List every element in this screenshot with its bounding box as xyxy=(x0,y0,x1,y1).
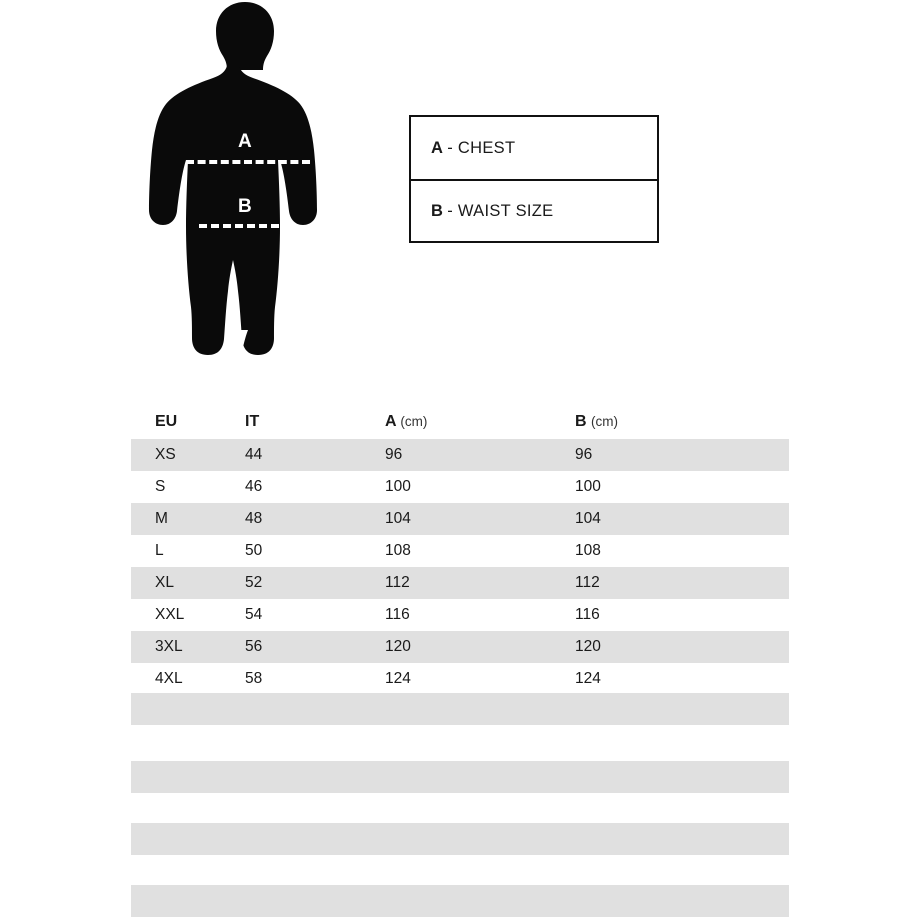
legend-key-b: B xyxy=(431,201,444,220)
cell-eu: S xyxy=(155,478,166,495)
cell-chest: 116 xyxy=(385,606,410,623)
cell-waist: 112 xyxy=(575,574,600,591)
cell-it: 58 xyxy=(245,670,263,687)
chest-measure-line xyxy=(186,160,310,164)
empty-row-band xyxy=(131,693,789,725)
table-header-row xyxy=(131,405,789,439)
figure-area xyxy=(0,0,920,385)
column-header-a-unit: (cm) xyxy=(400,414,428,429)
cell-eu: XS xyxy=(155,446,176,463)
cell-eu: XXL xyxy=(155,606,185,623)
waist-marker-label: B xyxy=(238,196,253,217)
cell-waist: 104 xyxy=(575,510,601,527)
cell-chest: 108 xyxy=(385,542,411,559)
legend-text-chest: - CHEST xyxy=(447,138,516,157)
legend-row-waist xyxy=(411,179,657,241)
empty-row-band xyxy=(131,823,789,855)
column-header-b-unit: (cm) xyxy=(591,414,619,429)
cell-eu: M xyxy=(155,510,168,527)
empty-row-band xyxy=(131,761,789,793)
table-row xyxy=(131,567,789,599)
column-header-eu: EU xyxy=(155,413,178,430)
cell-chest: 124 xyxy=(385,670,411,687)
cell-chest: 120 xyxy=(385,638,411,655)
table-row xyxy=(131,503,789,535)
table-row xyxy=(131,631,789,663)
cell-waist: 124 xyxy=(575,670,601,687)
legend-box xyxy=(409,115,659,243)
empty-row-band xyxy=(131,885,789,917)
legend-row-chest xyxy=(411,117,657,179)
table-row xyxy=(131,599,789,631)
table-row xyxy=(131,663,789,695)
cell-eu: L xyxy=(155,542,164,559)
cell-waist: 116 xyxy=(575,606,600,623)
column-header-b-key: B xyxy=(575,413,587,430)
column-header-a-key: A xyxy=(385,413,396,430)
cell-chest: 100 xyxy=(385,478,411,495)
table-row xyxy=(131,535,789,567)
cell-it: 48 xyxy=(245,510,263,527)
cell-it: 56 xyxy=(245,638,263,655)
legend-key-a: A xyxy=(431,138,444,157)
table-row xyxy=(131,439,789,471)
legend-text-waist: - WAIST SIZE xyxy=(447,201,554,220)
column-header-it: IT xyxy=(245,413,260,430)
cell-eu: 4XL xyxy=(155,670,183,687)
cell-waist: 96 xyxy=(575,446,593,463)
cell-waist: 100 xyxy=(575,478,601,495)
cell-it: 44 xyxy=(245,446,263,463)
cell-it: 52 xyxy=(245,574,263,591)
cell-eu: 3XL xyxy=(155,638,183,655)
cell-it: 50 xyxy=(245,542,263,559)
cell-waist: 108 xyxy=(575,542,601,559)
cell-chest: 96 xyxy=(385,446,403,463)
column-header-a xyxy=(361,413,551,431)
chest-marker-label: A xyxy=(238,131,253,152)
table-row xyxy=(131,471,789,503)
waist-measure-line xyxy=(199,224,291,228)
cell-it: 54 xyxy=(245,606,263,623)
cell-eu: XL xyxy=(155,574,174,591)
cell-waist: 120 xyxy=(575,638,601,655)
cell-chest: 104 xyxy=(385,510,411,527)
cell-chest: 112 xyxy=(385,574,410,591)
male-torso-silhouette-icon xyxy=(133,0,353,375)
cell-it: 46 xyxy=(245,478,263,495)
size-table xyxy=(131,405,789,695)
column-header-b xyxy=(551,413,789,431)
